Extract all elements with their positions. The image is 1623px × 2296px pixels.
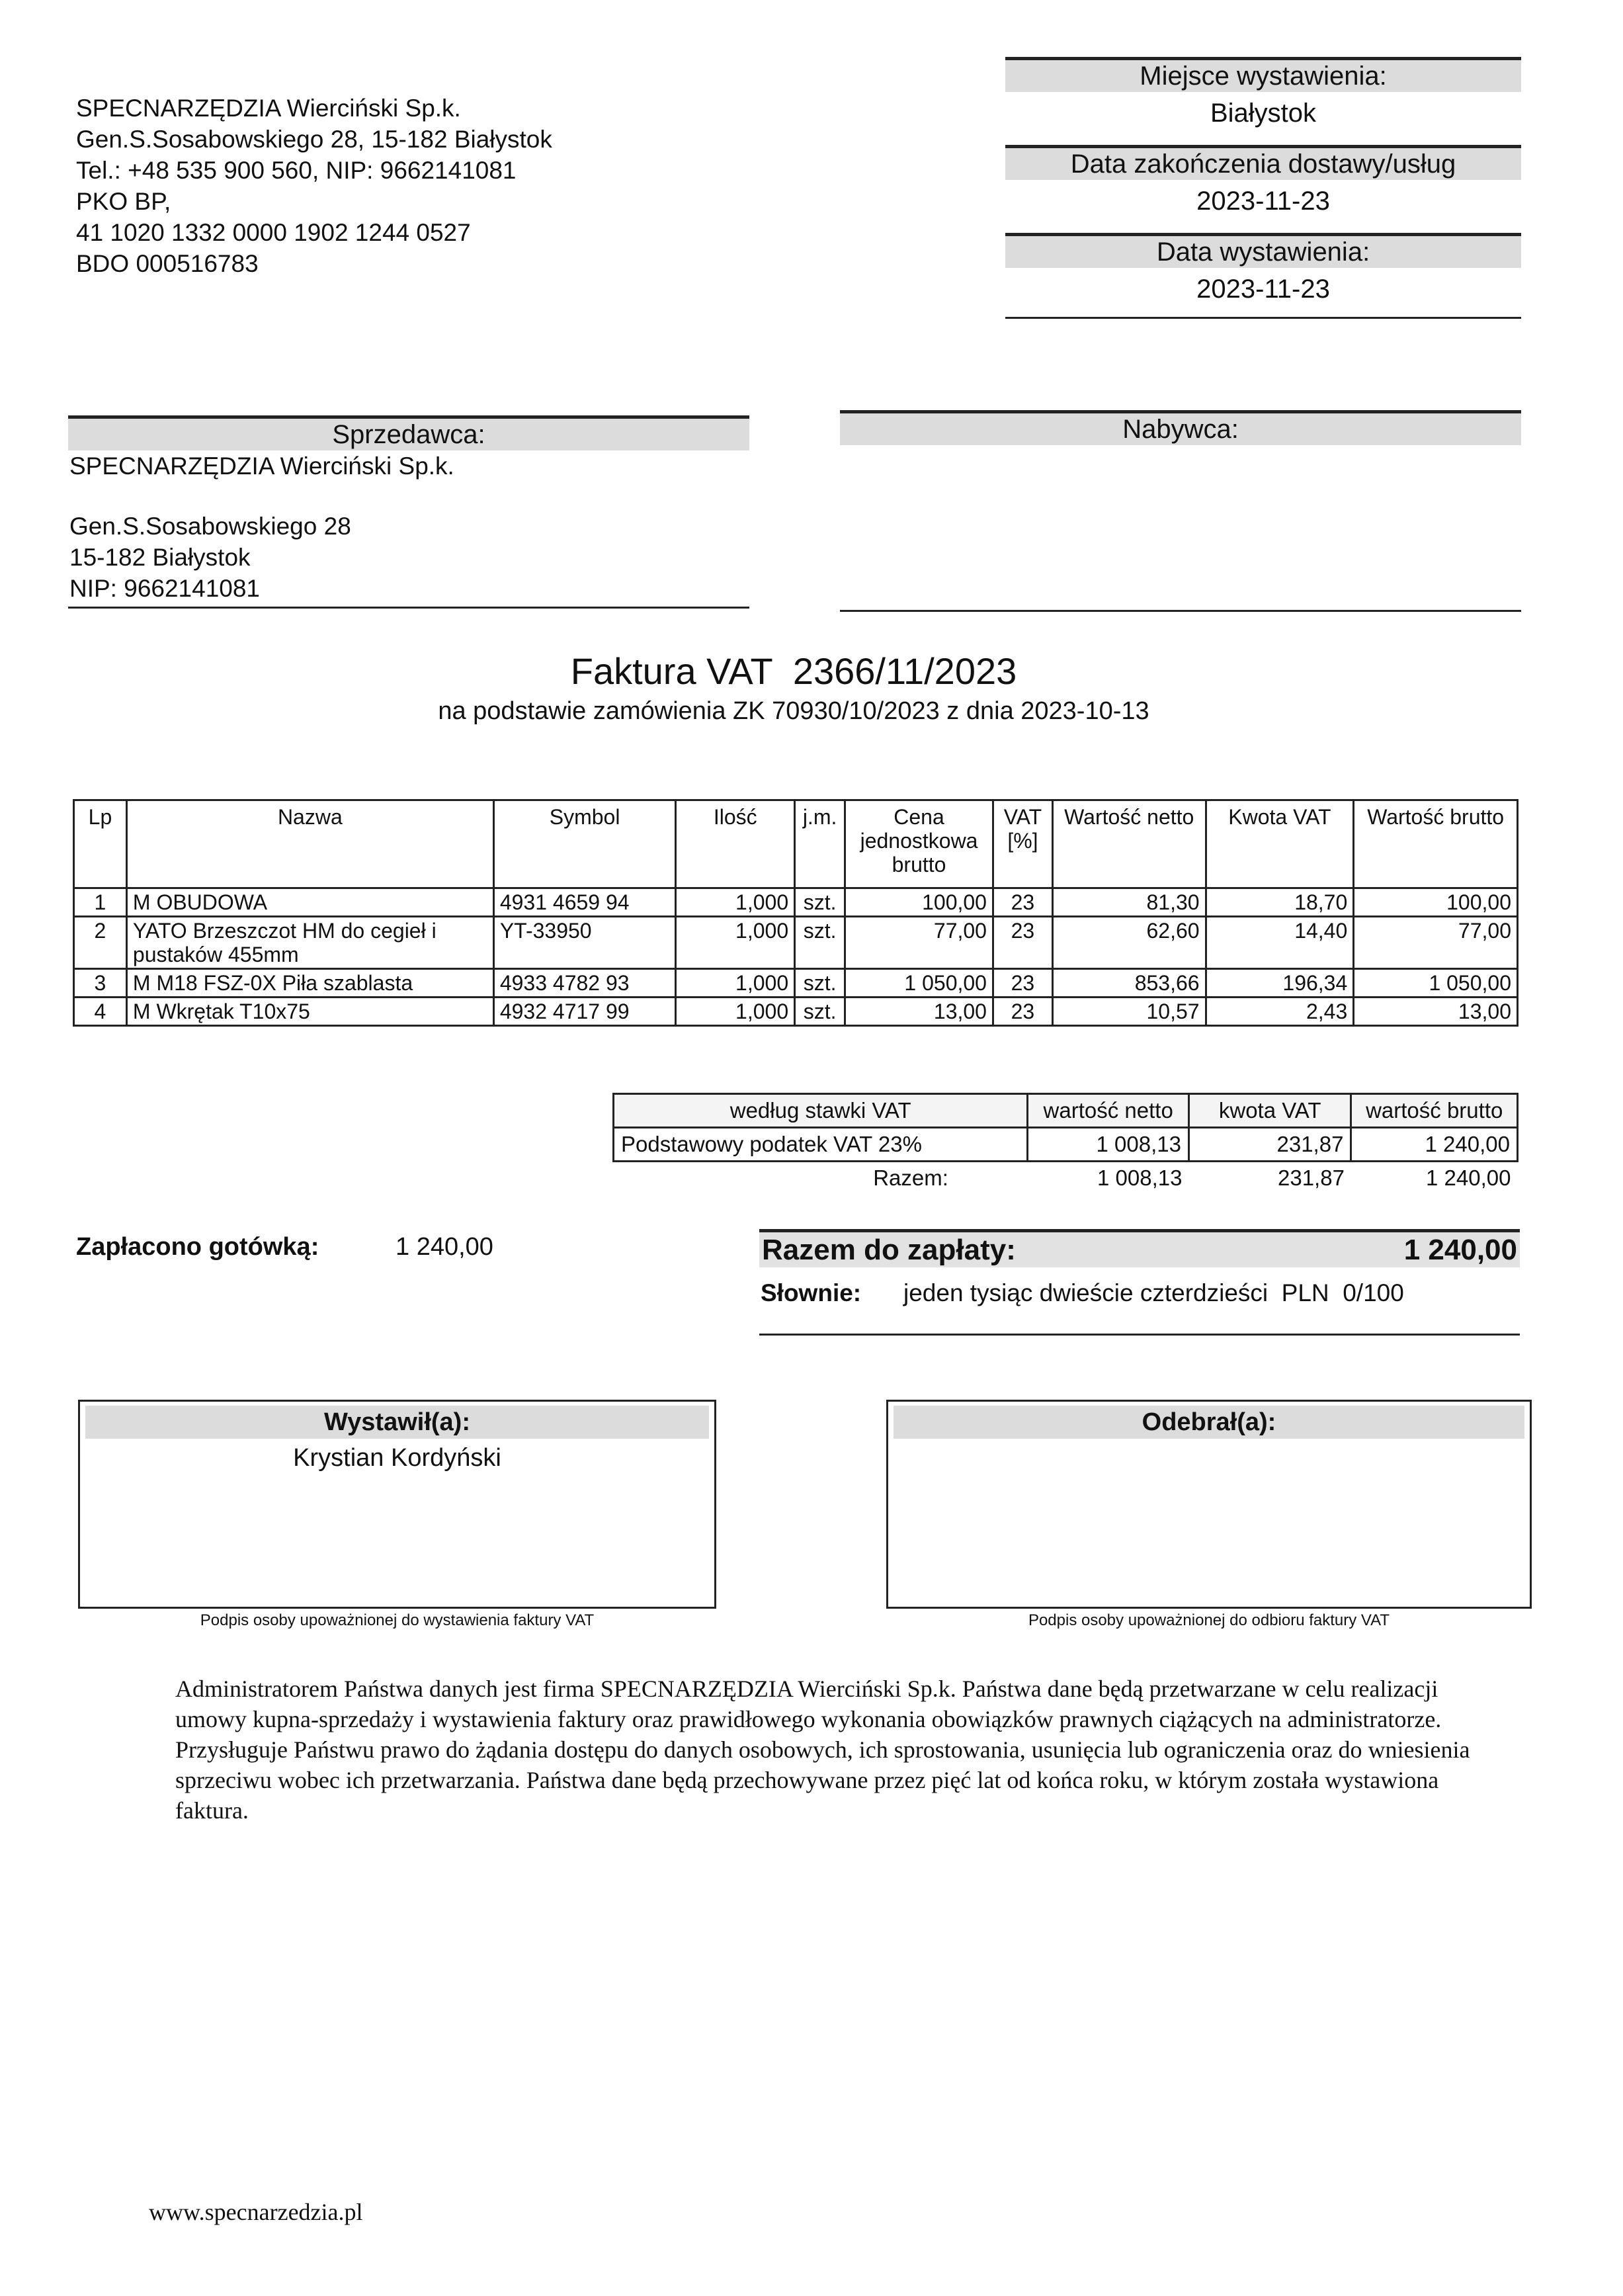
seller-bottom-rule [68,607,749,609]
table-row [74,969,1518,998]
col-symbol: Symbol [493,800,676,888]
place-value: Białystok [1210,99,1317,128]
sum-net: 1 008,13 [1028,1128,1189,1162]
issued-by-label: Wystawił(a): [85,1406,709,1439]
sum-vat: 231,87 [1188,1128,1351,1162]
cell-vat-rate: 23 [993,888,1052,917]
cell-unit-price: 1 050,00 [845,969,993,998]
col-unit-price: Cena jednostkowa brutto [845,800,993,888]
privacy-note: Administratorem Państwa danych jest firma SPECNARZĘDZIA Wierciński Sp.k. Państwa dane będą przetwarzane w celu realizacji umowy kupna-sprzedaży i wystawienia faktury oraz prawidłowego wykonania obowiązków prawnych ciążących na administratorze. Przysługuje Państwu prawo do żądania dostępu do danych osobowych, ich sprostowania, usunięcia lub ograniczenia oraz do wniesienia sprzeciwu wobec ich przetwarzania. Państwa dane będą przechowywane przez pięć lat od końca roku, w którym została wystawiona faktura. [175,1676,1470,1824]
cell-unit: szt. [795,998,845,1026]
delivery-date-label: Data zakończenia dostawy/usług [1005,145,1521,180]
amount-in-words-value: jeden tysiąc dwieście czterdzieści PLN 0/100 [903,1279,1404,1306]
paid-cash-label: Zapłacono gotówką: [76,1233,319,1261]
items-table [73,799,1519,1027]
cell-unit: szt. [795,917,845,969]
cell-vat-amount: 2,43 [1206,998,1354,1026]
total-label: Razem: [873,1166,948,1190]
cell-lp: 3 [74,969,127,998]
company-info [76,93,552,279]
items-header-row [74,800,1518,888]
place-label: Miejsce wystawienia: [1005,57,1521,92]
amount-due-bottom-rule [759,1334,1520,1336]
invoice-subtitle: na podstawie zamówienia ZK 70930/10/2023 z dnia 2023-10-13 [438,697,1149,725]
company-account: 41 1020 1332 0000 1902 1244 0527 [76,219,471,246]
cell-vat-rate: 23 [993,969,1052,998]
invoice-meta [1005,57,1521,319]
cell-gross-value: 100,00 [1354,888,1518,917]
col-net-value: Wartość netto [1052,800,1206,888]
company-bdo: BDO 000516783 [76,250,259,277]
sum-rate-name: Podstawowy podatek VAT 23% [614,1128,1028,1162]
buyer-bottom-rule [840,610,1521,612]
cell-vat-amount: 196,34 [1206,969,1354,998]
cell-name: M OBUDOWA [126,888,493,917]
cell-symbol: 4933 4782 93 [493,969,676,998]
cell-name: M Wkrętak T10x75 [126,998,493,1026]
meta-bottom-rule [1005,317,1521,319]
amount-due-label: Razem do zapłaty: [762,1234,1016,1266]
total-gross: 1 240,00 [1426,1166,1511,1190]
cell-qty: 1,000 [676,888,795,917]
cell-unit-price: 100,00 [845,888,993,917]
cell-gross-value: 1 050,00 [1354,969,1518,998]
issued-by-caption: Podpis osoby upoważnionej do wystawienia faktury VAT [200,1611,595,1629]
table-row [74,888,1518,917]
vat-summary-table [612,1093,1519,1194]
cell-qty: 1,000 [676,917,795,969]
cell-symbol: 4931 4659 94 [493,888,676,917]
issued-by-box [78,1400,716,1609]
sum-col-rate: według stawki VAT [614,1094,1028,1128]
table-row [74,998,1518,1026]
cell-unit-price: 13,00 [845,998,993,1026]
cell-name: YATO Brzeszczot HM do cegieł i pustaków 455mm [126,917,493,969]
col-qty: Ilość [676,800,795,888]
cell-vat-amount: 14,40 [1206,917,1354,969]
seller-city: 15-182 Białystok [69,544,251,571]
cell-vat-amount: 18,70 [1206,888,1354,917]
seller-name: SPECNARZĘDZIA Wierciński Sp.k. [69,452,454,480]
issued-by-name: Krystian Kordyński [293,1444,501,1472]
cell-qty: 1,000 [676,969,795,998]
cell-name: M M18 FSZ-0X Piła szablasta [126,969,493,998]
cell-symbol: YT-33950 [493,917,676,969]
cell-symbol: 4932 4717 99 [493,998,676,1026]
company-phone-nip: Tel.: +48 535 900 560, NIP: 9662141081 [76,157,517,184]
buyer-label: Nabywca: [840,410,1521,445]
table-row [74,917,1518,969]
company-address: Gen.S.Sosabowskiego 28, 15-182 Białystok [76,126,552,153]
cell-gross-value: 77,00 [1354,917,1518,969]
col-lp: Lp [74,800,127,888]
cell-net-value: 62,60 [1052,917,1206,969]
total-vat: 231,87 [1278,1166,1345,1190]
issue-date-label: Data wystawienia: [1005,233,1521,268]
company-name: SPECNARZĘDZIA Wierciński Sp.k. [76,95,461,122]
amount-in-words-label: Słownie: [761,1279,862,1306]
issue-date-value: 2023-11-23 [1196,275,1330,304]
col-gross-value: Wartość brutto [1354,800,1518,888]
vat-summary-row [614,1128,1518,1162]
cell-net-value: 853,66 [1052,969,1206,998]
col-name: Nazwa [126,800,493,888]
received-by-caption: Podpis osoby upoważnionej do odbioru faktury VAT [1028,1611,1390,1629]
footer-website[interactable]: www.specnarzedzia.pl [149,2199,363,2225]
cell-net-value: 81,30 [1052,888,1206,917]
total-net: 1 008,13 [1097,1166,1183,1190]
amount-due-value: 1 240,00 [1403,1234,1517,1266]
seller-block [68,415,749,609]
seller-nip: NIP: 9662141081 [69,575,261,602]
received-by-box [886,1400,1532,1609]
cell-vat-rate: 23 [993,998,1052,1026]
company-bank: PKO BP, [76,188,171,215]
cell-vat-rate: 23 [993,917,1052,969]
cell-qty: 1,000 [676,998,795,1026]
cell-net-value: 10,57 [1052,998,1206,1026]
cell-unit: szt. [795,969,845,998]
sum-col-gross: wartość brutto [1351,1094,1518,1128]
cell-gross-value: 13,00 [1354,998,1518,1026]
delivery-date-value: 2023-11-23 [1196,187,1330,216]
cell-lp: 2 [74,917,127,969]
received-by-label: Odebrał(a): [894,1406,1524,1439]
sum-col-vat: kwota VAT [1188,1094,1351,1128]
amount-due-bar [759,1229,1520,1267]
cell-unit: szt. [795,888,845,917]
col-vat-amount: Kwota VAT [1206,800,1354,888]
vat-summary-total [614,1162,1518,1195]
paid-cash-value: 1 240,00 [395,1233,493,1261]
cell-unit-price: 77,00 [845,917,993,969]
col-vat-rate: VAT [%] [993,800,1052,888]
sum-gross: 1 240,00 [1351,1128,1518,1162]
seller-label: Sprzedawca: [68,415,749,450]
sum-col-net: wartość netto [1028,1094,1189,1128]
seller-street: Gen.S.Sosabowskiego 28 [69,513,351,540]
col-unit: j.m. [795,800,845,888]
invoice-title: Faktura VAT 2366/11/2023 [570,650,1017,692]
vat-summary-header [614,1094,1518,1128]
cell-lp: 1 [74,888,127,917]
cell-lp: 4 [74,998,127,1026]
buyer-block [840,410,1521,612]
